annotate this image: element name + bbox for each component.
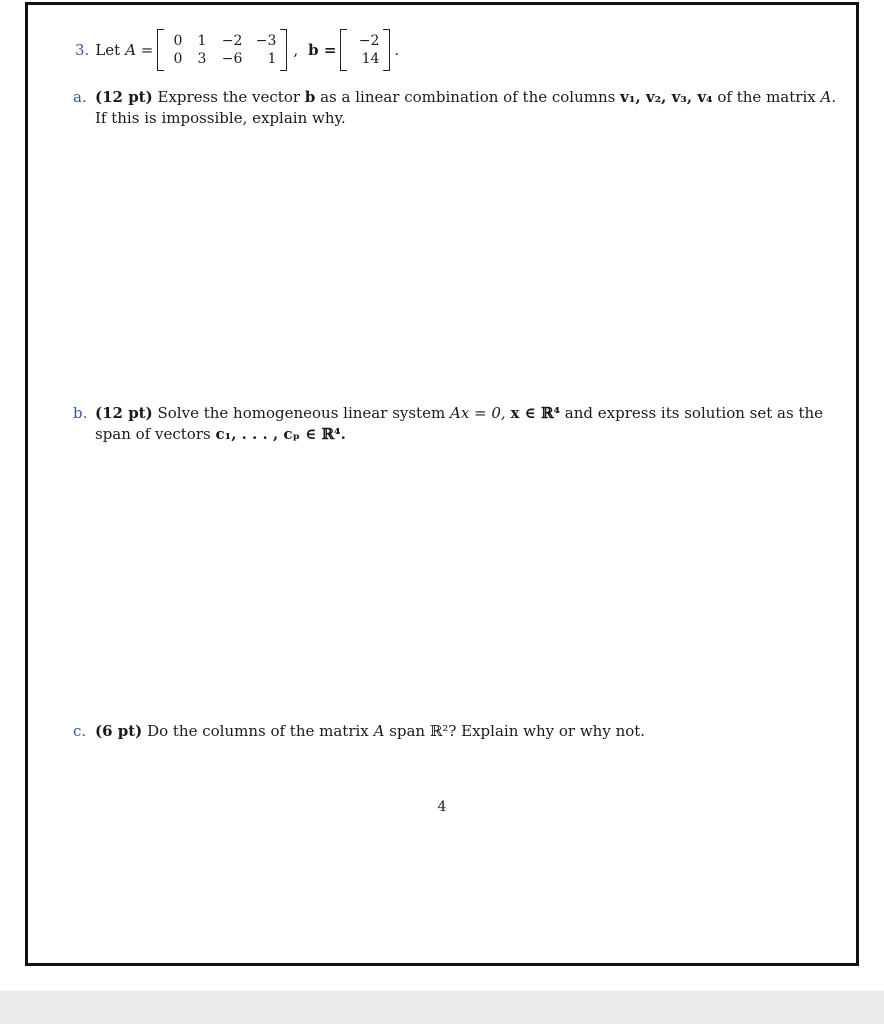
vector-cell: 14 — [361, 50, 380, 67]
part-b-line2: span of vectors — [95, 425, 211, 443]
part-a-text: Express the vector — [157, 88, 301, 106]
problem-number: 3. — [75, 41, 90, 59]
part-a-text: of the matrix — [717, 88, 816, 106]
matrix-ref: A — [373, 722, 385, 740]
matrix-cell: −3 — [255, 32, 277, 49]
page-number: 4 — [437, 799, 447, 815]
part-c — [73, 721, 843, 742]
viewer-bottom-band — [0, 991, 884, 1024]
part-c-tag: c. — [73, 722, 87, 740]
left-bracket — [157, 29, 164, 71]
part-c-text: Do the columns of the matrix — [147, 722, 369, 740]
part-b-tag: b. — [73, 404, 88, 422]
let-text: Let — [95, 41, 121, 59]
matrix-a-entries — [164, 33, 280, 68]
matrix-cell: −2 — [221, 32, 243, 49]
matrix-cell: 3 — [197, 50, 207, 67]
part-a-line2: If this is impossible, explain why. — [95, 109, 346, 127]
end-punct: . — [394, 41, 400, 59]
part-a-text: as a linear combination of the columns — [320, 88, 616, 106]
span-vectors: c₁, . . . , cₚ ∈ ℝ⁴. — [215, 425, 346, 443]
exam-page — [25, 2, 859, 966]
right-bracket — [383, 29, 390, 71]
matrix-cell: 0 — [173, 50, 183, 67]
vector-b-symbol: b = — [308, 41, 337, 59]
part-a-tag: a. — [73, 88, 87, 106]
vector-b-entries — [347, 33, 383, 68]
part-b — [73, 403, 843, 445]
problem-statement: 3. Let A = 0 1 −2 −3 0 3 −6 1 , b = −2 14 . — [75, 29, 399, 71]
vector-b-ref: b — [304, 88, 316, 106]
part-b-points: (12 pt) — [95, 404, 153, 422]
matrix-cell: 0 — [173, 32, 183, 49]
matrix-a-symbol: A = — [125, 41, 154, 59]
matrix-a — [157, 29, 287, 71]
part-b-text: and express its solution set as the — [564, 404, 824, 422]
part-b-text: Solve the homogeneous linear system — [157, 404, 446, 422]
matrix-cell: −6 — [221, 50, 243, 67]
part-c-points: (6 pt) — [95, 722, 143, 740]
x-domain: x ∈ ℝ⁴ — [510, 404, 561, 422]
part-a — [73, 87, 843, 129]
matrix-cell: 1 — [267, 50, 277, 67]
part-a-points: (12 pt) — [95, 88, 153, 106]
matrix-cell: 1 — [197, 32, 207, 49]
right-bracket — [280, 29, 287, 71]
vector-b — [340, 29, 390, 71]
matrix-ref: A. — [820, 88, 837, 106]
vector-cell: −2 — [358, 32, 380, 49]
column-vectors: v₁, v₂, v₃, v₄ — [620, 88, 713, 106]
left-bracket — [340, 29, 347, 71]
homogeneous-equation: Ax = 0, — [449, 404, 506, 422]
part-c-text: span ℝ²? Explain why or why not. — [389, 722, 646, 740]
